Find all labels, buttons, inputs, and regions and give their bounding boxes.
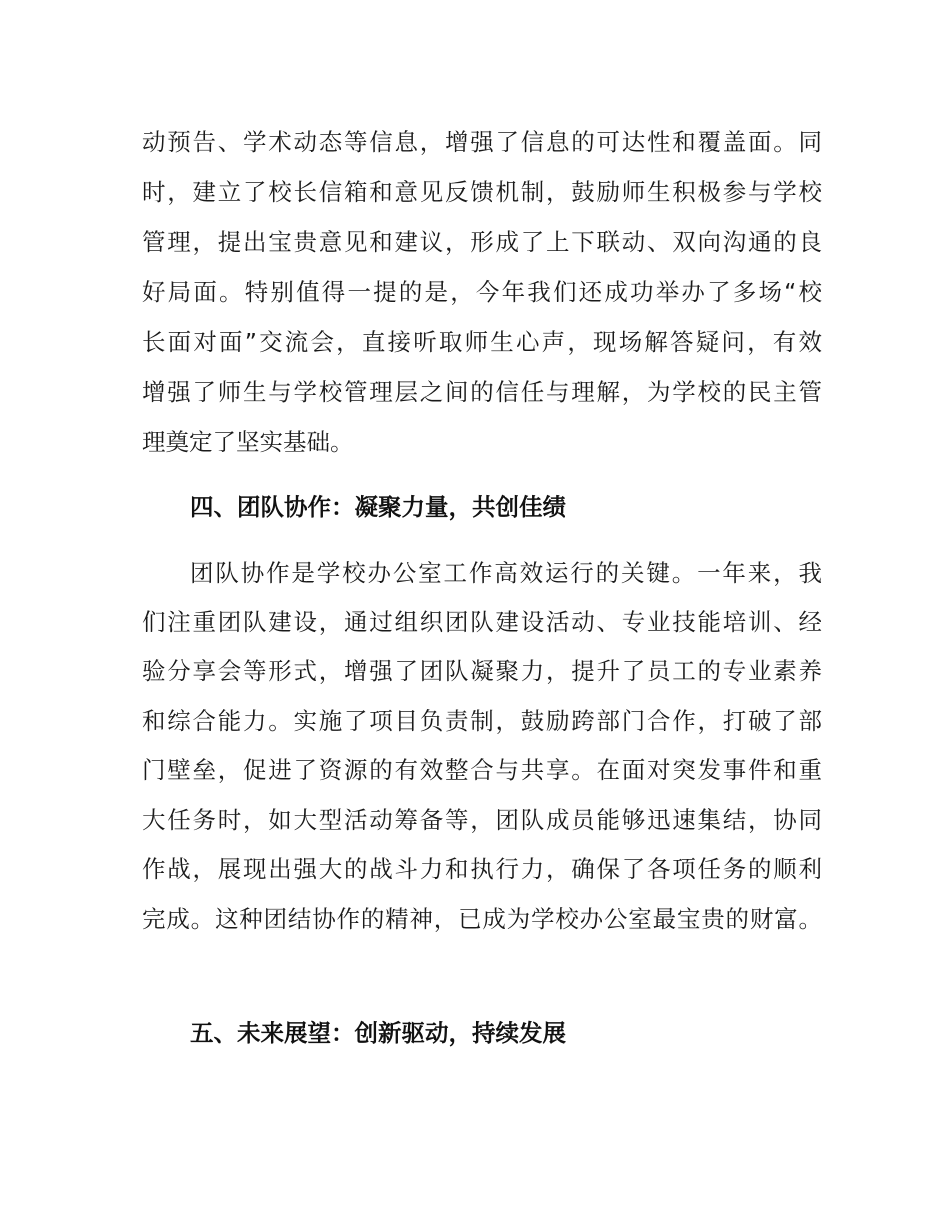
text-line: 大任务时，如大型活动筹备等，团队成员能够迅速集结，协同 [142,806,822,834]
text-line: 们注重团队建设，通过组织团队建设活动、专业技能培训、经 [142,608,822,636]
section-heading-teamwork: 四、团队协作：凝聚力量，共创佳绩 [190,493,566,521]
text-line: 增强了师生与学校管理层之间的信任与理解，为学校的民主管 [142,378,822,406]
text-line: 完成。这种团结协作的精神，已成为学校办公室最宝贵的财富。 [142,905,822,933]
text-line: 时，建立了校长信箱和意见反馈机制，鼓励师生积极参与学校 [142,178,822,206]
text-line: 验分享会等形式，增强了团队凝聚力，提升了员工的专业素养 [142,657,822,685]
text-line: 管理，提出宝贵意见和建议，形成了上下联动、双向沟通的良 [142,228,822,256]
section-heading-future-outlook: 五、未来展望：创新驱动，持续发展 [190,1019,566,1047]
text-line: 长面对面”交流会，直接听取师生心声，现场解答疑问，有效 [142,328,822,356]
text-line: 和综合能力。实施了项目负责制，鼓励跨部门合作，打破了部 [142,707,822,735]
text-line: 好局面。特别值得一提的是，今年我们还成功举办了多场“校 [142,278,822,306]
text-line: 团队协作是学校办公室工作高效运行的关键。一年来，我 [190,559,822,587]
text-line: 门壁垒，促进了资源的有效整合与共享。在面对突发事件和重 [142,756,822,784]
text-line: 理奠定了坚实基础。 [142,428,354,456]
text-line: 作战，展现出强大的战斗力和执行力，确保了各项任务的顺利 [142,855,822,883]
text-line: 动预告、学术动态等信息，增强了信息的可达性和覆盖面。同 [142,128,822,156]
